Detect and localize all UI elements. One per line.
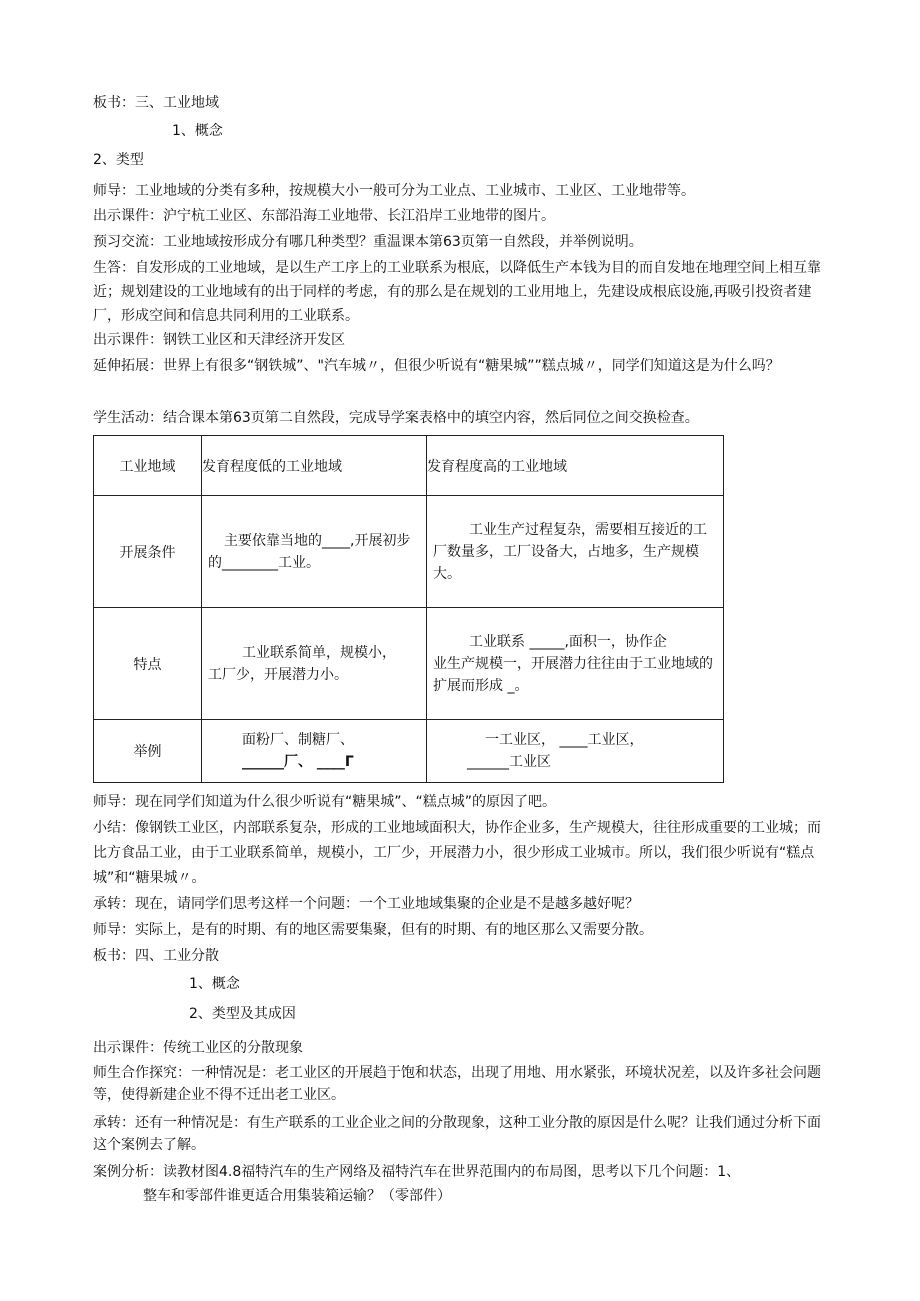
paragraph: 出示课件：传统工业区的分散现象 xyxy=(93,1040,303,1056)
table-cell xyxy=(202,496,427,608)
paragraph-extension: 延伸拓展：世界上有很多“钢铁城”、"汽车城〃，但很少听说有“糖果城””糕点城〃，同学们知道这是为什么吗？ xyxy=(93,358,780,374)
table-header-cell: 发育程度高的工业地域 xyxy=(427,436,724,496)
table-cell xyxy=(202,608,427,720)
cell-text: 工业联系简单，规模小， xyxy=(242,644,396,661)
cell-text: ______厂、 ____Γ xyxy=(242,754,354,770)
subheading-concept: 1、概念 xyxy=(172,123,223,139)
paragraph-transition: 承转：还有一种情况是：有生产联系的工业企业之间的分散现象，这种工业分散的原因是什么呢？让我们通过分析下面这个案例去了解。 xyxy=(93,1115,821,1153)
paragraph-cooperative-inquiry: 师生合作探究：一种情况是：老工业区的开展趋于饱和状态，出现了用地、用水紧张，环境状况差，以及许多社会问题等，使得新建企业不得不迁出老工业区。 xyxy=(93,1065,821,1103)
subheading-types-causes: 2、类型及其成因 xyxy=(189,1006,296,1022)
paragraph: 出示课件：钢铁工业区和天津经济开发区 xyxy=(93,332,345,348)
question-item: 整车和零部件谁更适合用集装箱运输？（零部件） xyxy=(143,1188,451,1204)
table-row xyxy=(94,608,724,720)
table-cell xyxy=(202,720,427,783)
paragraph: 预习交流：工业地域按形成分有哪几种类型？重温课本第63页第一自然段，并举例说明。 xyxy=(93,234,643,250)
paragraph: 师导：实际上，是有的时期、有的地区需要集聚，但有的时期、有的地区那么又需要分散。 xyxy=(93,922,653,938)
cell-text: ______工业区 xyxy=(467,754,551,770)
table-cell xyxy=(427,496,724,608)
cell-text: 工业联系 _____,面积一，协作企 xyxy=(469,633,667,650)
table-cell xyxy=(427,720,724,783)
paragraph-summary: 小结：像钢铁工业区，内部联系复杂，形成的工业地域面积大，协作企业多，生产规模大，往往形成重要的工业城；而比方食品工业，由于工业联系简单，规模小，工厂少，开展潜力小，很少形成工业城市。所以，我们很少听说有“糕点城”和“糖果城〃。 xyxy=(93,820,821,886)
cell-text: 面粉厂、制糖厂、 xyxy=(242,732,354,748)
cell-text: 主要依靠当地的____,开展初步 xyxy=(224,532,411,549)
table-row xyxy=(94,720,724,783)
heading-industrial-region: 板书：三、工业地域 xyxy=(93,95,219,111)
cell-text: 一工业区， ____工业区， xyxy=(485,732,644,748)
subheading-concept: 1、概念 xyxy=(189,976,240,992)
cell-text: 工业生产过程复杂，需要相互接近的工厂数量多，工厂设备大，占地多，生产规模大。 xyxy=(433,521,707,582)
paragraph: 师导：现在同学们知道为什么很少听说有“糖果城”、“糕点城”的原因了吧。 xyxy=(93,794,557,810)
paragraph: 出示课件：沪宁杭工业区、东部沿海工业地带、长江沿岸工业地带的图片。 xyxy=(93,208,555,224)
paragraph: 承转：现在，请同学们思考这样一个问题：一个工业地域集聚的企业是不是越多越好呢？ xyxy=(93,896,639,912)
table-cell xyxy=(427,608,724,720)
table-row xyxy=(94,496,724,608)
row-label: 开展条件 xyxy=(94,496,202,608)
table-header-cell: 工业地域 xyxy=(94,436,202,496)
paragraph: 师导：工业地域的分类有多种，按规模大小一般可分为工业点、工业城市、工业区、工业地带等。 xyxy=(93,183,695,199)
paragraph-student-answer: 生答：自发形成的工业地域，是以生产工序上的工业联系为根底，以降低生产本钱为目的而自发地在地理空间上相互靠近；规划建设的工业地域有的出于同样的考虑，有的那么是在规划的工业用地上，先建设成根底设施,再吸引投资者建厂，形成空间和信息共同利用的工业联系。 xyxy=(93,260,821,324)
table-header-cell: 发育程度低的工业地域 xyxy=(202,436,427,496)
paragraph-case-analysis: 案例分析：读教材图4.8福特汽车的生产网络及福特汽车在世界范围内的布局图，思考以下几个问题：1、 xyxy=(93,1164,741,1180)
table-header-row xyxy=(94,436,724,496)
cell-text: 的________工业。 xyxy=(208,554,320,571)
industrial-region-table xyxy=(93,435,724,783)
subheading-types: 2、类型 xyxy=(93,152,144,168)
row-label: 举例 xyxy=(94,720,202,783)
cell-text: 业生产规模一，开展潜力往往由于工业地域的扩展而形成 _。 xyxy=(433,655,713,694)
cell-text: 工厂少，开展潜力小。 xyxy=(208,666,348,683)
heading-industrial-dispersion: 板书：四、工业分散 xyxy=(93,948,219,964)
row-label: 特点 xyxy=(94,608,202,720)
paragraph-student-activity: 学生活动：结合课本第63页第二自然段，完成导学案表格中的填空内容，然后同位之间交换检查。 xyxy=(93,410,699,426)
